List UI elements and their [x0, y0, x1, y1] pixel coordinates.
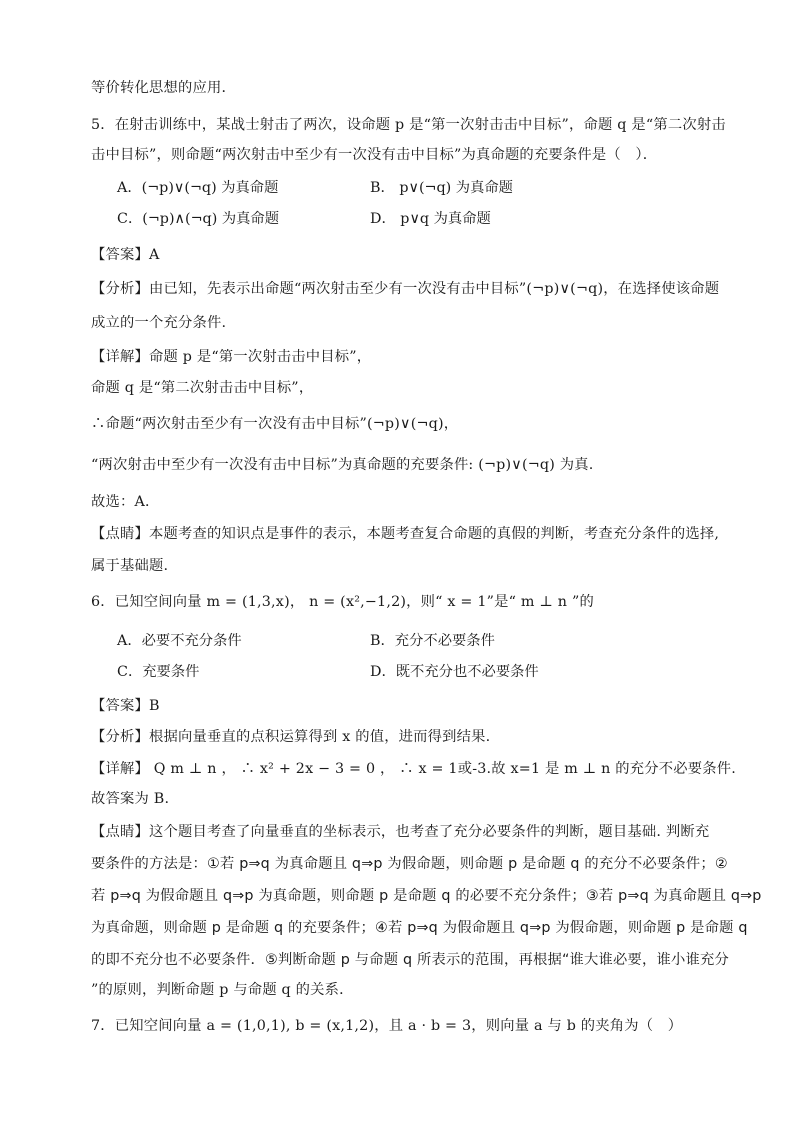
option-d: D．既不充分也不必要条件: [370, 664, 539, 680]
option-c: C．(¬p)∧(¬q) 为真命题: [117, 211, 280, 227]
comment-text-cont: ”的原则，判断命题 p 与命题 q 的关系．: [91, 982, 354, 998]
comment-text-cont: 属于基础题.: [91, 558, 169, 574]
analysis-text-cont: 成立的一个充分条件.: [91, 315, 227, 331]
analysis-text: 【分析】根据向量垂直的点积运算得到 x 的值，进而得到结果.: [91, 729, 491, 745]
answer-label: 【答案】A: [91, 247, 160, 263]
option-a: A．必要不充分条件: [117, 633, 242, 649]
option-c: C．充要条件: [117, 664, 200, 680]
question-5-stem-cont: 击中目标”，则命题“两次射击中至少有一次没有击中目标”为真命题的充要条件是（ ）．: [91, 147, 658, 163]
comment-text-cont: 要条件的方法是：①若 p⇒q 为真命题且 q⇒p 为假命题，则命题 p 是命题 q 的充分不必要条件；②: [91, 856, 728, 872]
comment-text-cont: 为真命题，则命题 p 是命题 q 的充要条件；④若 p⇒q 为假命题且 q⇒p 为假命题，则命题 p 是命题 q: [91, 920, 748, 936]
question-7-stem: 7．已知空间向量 a = (1,0,1), b = (x,1,2)，且 a · b = 3，则向量 a 与 b 的夹角为（ ）: [91, 1018, 683, 1034]
analysis-text: 【分析】由已知，先表示出命题“两次射击至少有一次没有击中目标”(¬p)∨(¬q)，在选择使该命题: [91, 281, 720, 297]
comment-text: 【点睛】这个题目考查了向量垂直的坐标表示，也考查了充分必要条件的判断，题目基础. 判断充: [91, 824, 710, 840]
detail-text: ∴命题“两次射击至少有一次没有击中目标”(¬p)∨(¬q)，: [91, 416, 459, 432]
choice-text: 故选：A．: [91, 494, 160, 510]
option-a: A．(¬p)∨(¬q) 为真命题: [117, 180, 279, 196]
comment-text: 【点睛】本题考查的知识点是事件的表示，本题考查复合命题的真假的判断，考查充分条件的选择,: [91, 526, 720, 542]
detail-text: “两次射击中至少有一次没有击中目标”为真命题的充要条件: (¬p)∨(¬q) 为真.: [91, 457, 594, 473]
detail-text: 【详解】 Q m ⊥ n ， ∴ x² + 2x − 3 = 0 ， ∴ x = 1或-3.故 x=1 是 m ⊥ n 的充分不必要条件.: [91, 761, 737, 777]
option-b: B．充分不必要条件: [370, 633, 495, 649]
option-b: B． p∨(¬q) 为真命题: [370, 180, 513, 196]
comment-text-cont: 若 p⇒q 为假命题且 q⇒p 为真命题，则命题 p 是命题 q 的必要不充分条件；③若 p⇒q 为真命题且 q⇒p: [91, 888, 762, 904]
question-6-stem: 6．已知空间向量 m = (1,3,x)， n = (x²,−1,2)，则“ x = 1”是“ m ⊥ n ”的: [91, 594, 594, 610]
option-d: D． p∨q 为真命题: [370, 211, 491, 227]
detail-text: 【详解】命题 p 是“第一次射击击中目标”，: [91, 349, 372, 365]
answer-label: 【答案】B: [91, 698, 160, 714]
comment-text-cont: 的即不充分也不必要条件．⑤判断命题 p 与命题 q 所表示的范围，再根据“谁大谁必要，谁小谁充分: [91, 952, 730, 968]
question-5-stem: 5．在射击训练中，某战士射击了两次，设命题 p 是“第一次射击击中目标”，命题 q 是“第二次射击: [91, 117, 726, 133]
answer-text: 故答案为 B.: [91, 791, 170, 807]
detail-text: 命题 q 是“第二次射击击中目标”，: [91, 380, 314, 396]
text-line: 等价转化思想的应用．: [91, 80, 236, 96]
